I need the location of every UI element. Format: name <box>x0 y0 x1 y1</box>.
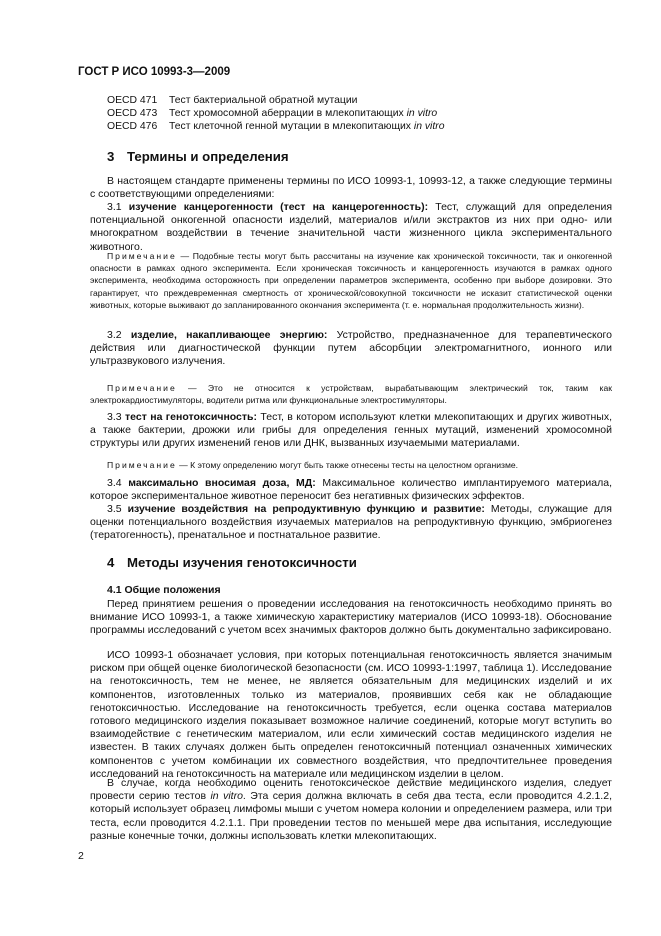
definition-text: Тест, служащий для определения потенциальной онкогенной опасности изделий, материалов и/или экстрактов из них при одно- или многократном воздействии в течение значительной части жизненного цикла экспериментального животного. <box>90 201 613 253</box>
paragraph-4-1-c <box>90 777 612 843</box>
definition-number: 3.1 <box>107 201 122 213</box>
note-2 <box>90 382 612 406</box>
definition-number: 3.2 <box>107 329 122 341</box>
section-title: Термины и определения <box>127 149 289 164</box>
oecd-title: Тест бактериальной обратной мутации <box>169 95 358 106</box>
oecd-reference-476 <box>107 121 445 132</box>
section-4-heading <box>107 555 357 570</box>
definition-3-1 <box>90 201 612 254</box>
definition-term: тест на генотоксичность: <box>125 411 257 423</box>
note-3 <box>90 459 612 471</box>
oecd-reference-471 <box>107 95 357 106</box>
paragraph-4-1-b <box>90 649 612 781</box>
definition-term: изучение канцерогенности (тест на канцерогенность): <box>128 201 429 213</box>
paragraph-text: В случае, когда необходимо оценить генотоксическое действие медицинского изделия, следует провести серию тестов <box>90 777 612 803</box>
document-header: ГОСТ Р ИСО 10993-3—2009 <box>78 66 231 78</box>
note-text: — Подобные тесты могут быть рассчитаны на изучение как хронической токсичности, так и онкогенной опасности в рамках одного эксперимента. Если хроническая токсичность и канцерогенность изучаются в рамках одного эксперимента, необходима осторожность при определении параметров эксперимента, особенно при выборе дозировки. Это гарантирует, что преждевременная смертность от хронической/совокупной токсичности не исказит статистической оценки животных, которые выживают до запланированного окончания эксперимента (т. е. нормальная продолжительность жизни). <box>90 251 612 310</box>
paragraph-italic: in vitro <box>210 790 243 803</box>
definition-number: 3.5 <box>107 503 122 515</box>
definition-term: изделие, накапливающее энергию: <box>130 329 328 341</box>
definition-3-4 <box>90 477 612 503</box>
note-label: Примечание <box>107 383 177 393</box>
definition-3-5 <box>90 503 612 543</box>
section-3-heading <box>107 149 289 164</box>
oecd-title: Тест клеточной генной мутации в млекопитающих <box>169 121 414 132</box>
definition-text: Устройство, предназначенное для терапевтического действия или диагностической функции путем абсорбции электромагнитного, ионного или ультразвукового излучения. <box>90 329 612 368</box>
paragraph-4-1-a <box>90 598 612 638</box>
intro-text: В настоящем стандарте применены термины по ИСО 10993-1, 10993-12, а также следующие термины с соответствующими определениями: <box>90 175 612 201</box>
oecd-reference-473 <box>107 108 437 119</box>
definition-number: 3.3 <box>107 411 122 423</box>
definition-text: Методы, служащие для оценки потенциального воздействия изучаемых материалов на репродуктивную функцию, эмбриогенез (тератогенность), пренатальное и постнатальное развитие. <box>90 503 612 542</box>
definition-3-3 <box>90 411 612 451</box>
oecd-code: OECD 476 <box>107 121 158 132</box>
definition-term: изучение воздействия на репродуктивную функцию и развитие: <box>127 503 485 515</box>
paragraph-text: ИСО 10993-1 обозначает условия, при которых потенциальная генотоксичность является значимым риском при общей оценке биологической безопасности (см. ИСО 10993-1:1997, таблица 1). Исследование на генотоксичность, тем не менее, не является обязательным для медицинских изделий и их компонентов, изготовленных только из материалов, проявивших себя как не обладающие генотоксичностью. Исследование на генотоксичность требуется, если оценка состава материалов готового медицинского изделия показывает возможное наличие соединений, которые могут вступить во взаимодействие с генетическим материалом, или если химический состав медицинского изделия не известен. В таких случаях должен быть определен генотоксичный потенциал означенных химических компонентов с учетом комбинации их совместного воздействия, что предпочтительнее проведения исследований на генотоксичность на материале или медицинском изделии в целом. <box>90 649 612 780</box>
section-number: 4 <box>107 555 115 570</box>
definition-3-2 <box>90 329 612 369</box>
section-number: 3 <box>107 149 115 164</box>
note-label: Примечание <box>107 251 177 261</box>
note-text: — Это не относится к устройствам, вырабатывающим электрический ток, таким как электрокардиостимуляторы, водители ритма или функциональные электростимуляторы. <box>90 383 612 406</box>
definition-text: Тест, в котором используют клетки млекопитающих и других животных, а также бактерии, дрожжи или грибы для определения генных мутаций, изменений хромосомной структуры или других изменений генов или ДНК, вызванных изучаемыми материалами. <box>90 411 613 450</box>
note-text: — К этому определению могут быть также отнесены тесты на целостном организме. <box>179 460 519 470</box>
subsection-4-1-heading: 4.1 Общие положения <box>107 584 221 596</box>
oecd-title-italic: in vitro <box>413 121 445 132</box>
paragraph-text-continued: . Эта серия должна включать в себя два теста, если проводится 4.2.1.2, который использует образец лимфомы мыши с учетом номера колонии и определением размера, или три теста, если проводится 4.2.1.1. При проведении тестов по меньшей мере два испытания, исследующие разные конечные точки, должны использовать клетки млекопитающих. <box>90 790 612 842</box>
oecd-code: OECD 471 <box>107 95 158 106</box>
definition-text: Максимальное количество имплантируемого материала, которое экспериментальное животное переносит без негативных физических эффектов. <box>90 477 612 503</box>
oecd-code: OECD 473 <box>107 108 158 119</box>
definition-term: максимально вносимая доза, МД: <box>128 477 316 489</box>
oecd-title: Тест хромосомной аберрации в млекопитающих <box>169 108 407 119</box>
oecd-title-italic: in vitro <box>406 108 438 119</box>
section-title: Методы изучения генотоксичности <box>127 555 357 570</box>
note-1 <box>90 250 612 311</box>
definition-number: 3.4 <box>107 477 122 489</box>
paragraph-text: Перед принятием решения о проведении исследования на генотоксичность необходимо принять во внимание ИСО 10993-1, а также химическую характеристику материалов (ИСО 10993-18). Обоснование программы исследований с учетом всех значимых факторов должно быть документально зафиксировано. <box>90 598 612 637</box>
terms-intro <box>90 175 612 201</box>
page-number: 2 <box>78 850 84 862</box>
note-label: Примечание <box>107 460 177 470</box>
